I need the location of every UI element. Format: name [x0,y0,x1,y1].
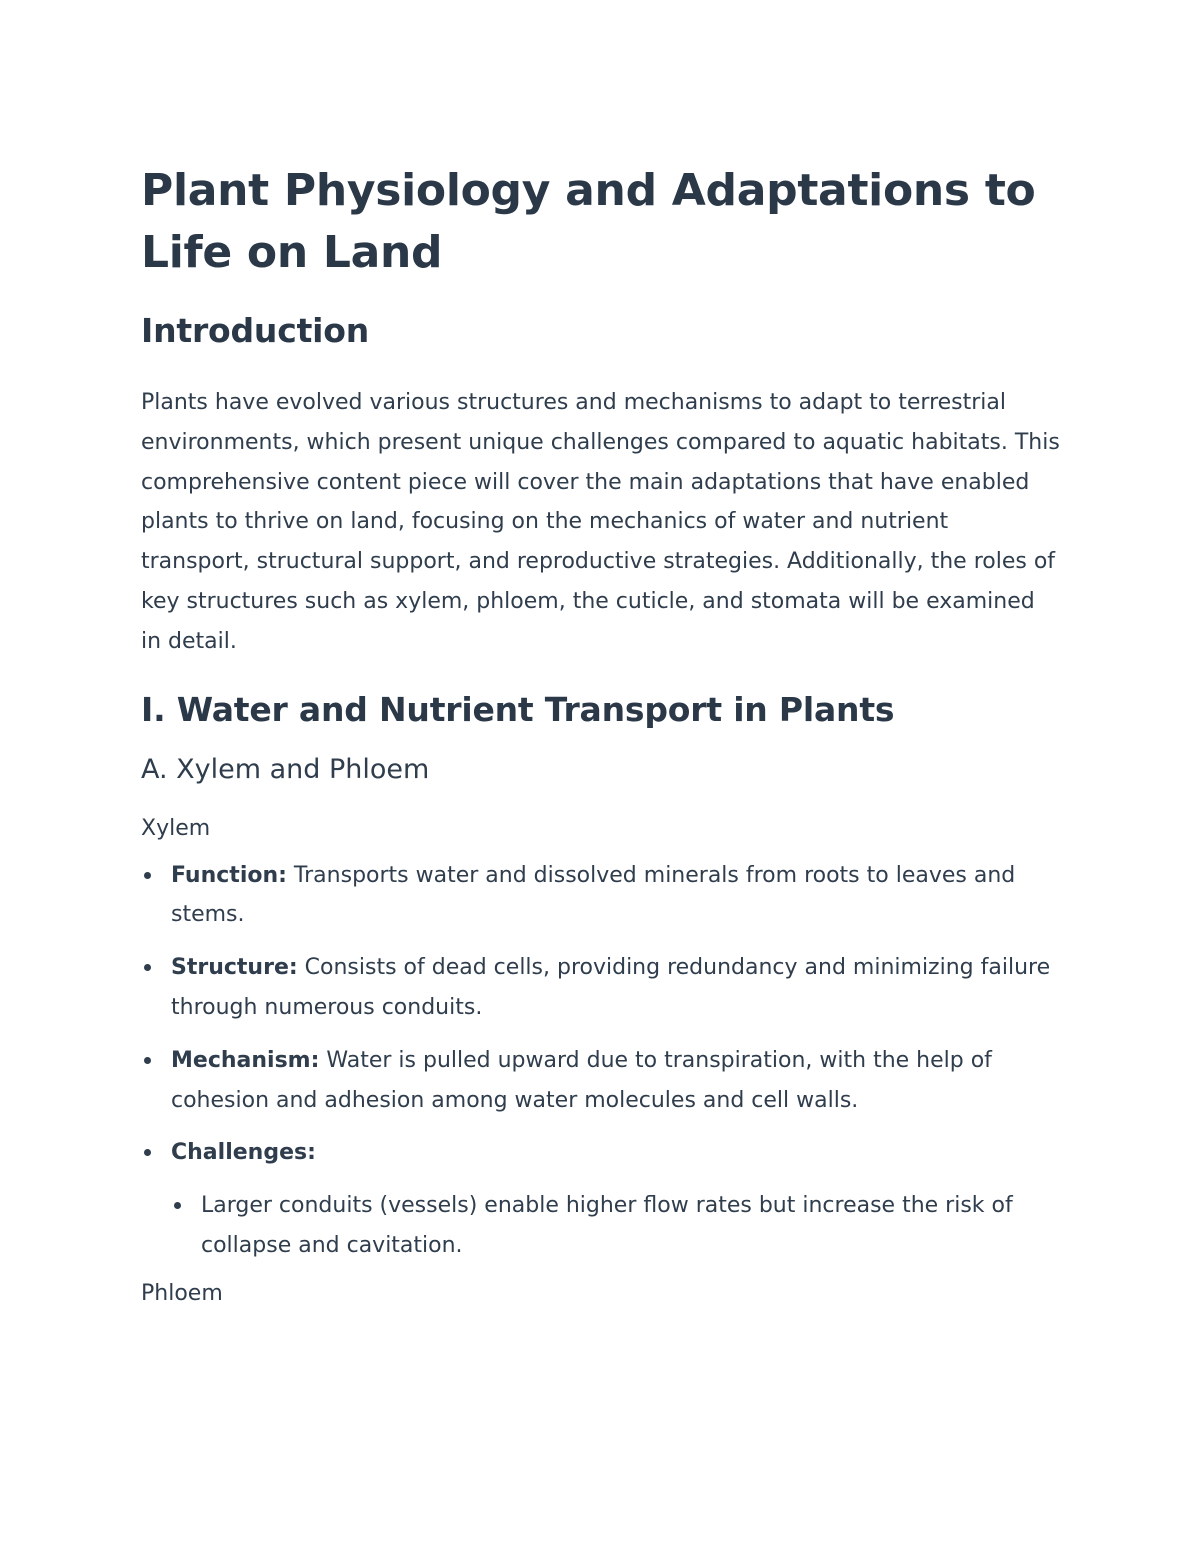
intro-heading: Introduction [141,311,370,350]
list-item-text: Transports water and dissolved minerals from roots to leaves and stems. [171,862,1016,928]
list-item-text: Consists of dead cells, providing redundancy and minimizing failure through numerous conduits. [171,955,1051,1020]
list-item [141,1041,1061,1121]
xylem-heading: Xylem [141,815,211,841]
list-item [141,1133,1061,1265]
phloem-heading: Phloem [141,1280,223,1306]
xylem-list [141,856,1061,1266]
list-item-term: Challenges: [171,1140,316,1166]
list-item-term: Function: [171,862,287,888]
intro-paragraph: Plants have evolved various structures and mechanisms to adapt to terrestrial environments, which present unique challenges compared to aquatic habitats. This comprehensive content piece will cover the main adaptations that have enabled plants to thrive on land, focusing on the mechanics of water and nutrient transport, structural support, and reproductive strategies. Additionally, the roles of key structures such as xylem, phloem, the cuticle, and stomata will be examined in detail. [141,390,1060,654]
list-item-term: Structure: [171,955,298,981]
section-heading-transport: I. Water and Nutrient Transport in Plants [141,689,895,729]
list-item [141,948,1061,1028]
list-item [141,856,1061,936]
challenges-sublist [171,1186,1061,1266]
document-title: Plant Physiology and Adaptations to Life on Land [141,165,1036,278]
subsection-heading-xylem-phloem: A. Xylem and Phloem [141,753,430,785]
document-page [141,160,1061,1309]
sub-list-item: Larger conduits (vessels) enable higher flow rates but increase the risk of collapse and cavitation. [171,1186,1061,1266]
list-item-text: Water is pulled upward due to transpiration, with the help of cohesion and adhesion among water molecules and cell walls. [171,1047,992,1113]
list-item-term: Mechanism: [171,1047,320,1073]
